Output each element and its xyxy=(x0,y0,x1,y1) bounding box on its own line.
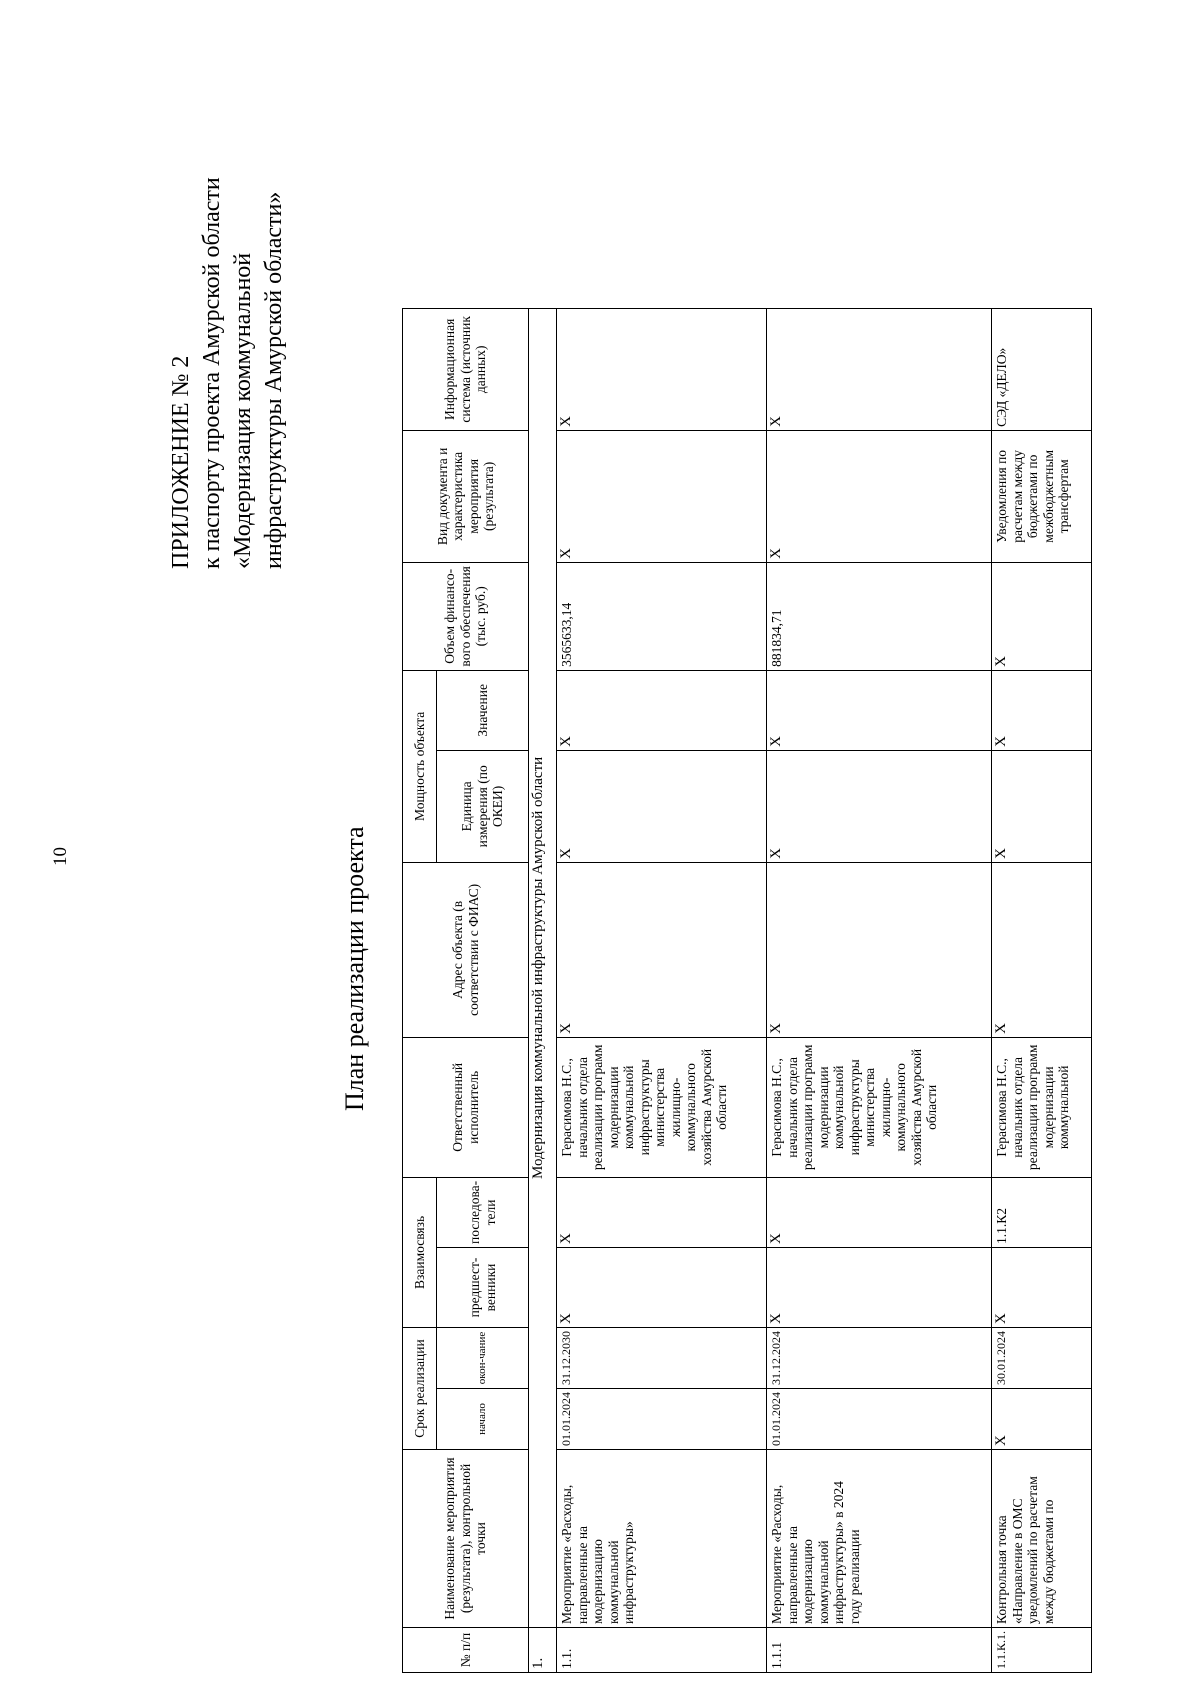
section-num: 1. xyxy=(529,1627,557,1672)
header-link-succ: последова-тели xyxy=(437,1177,529,1247)
header-term: Срок реализации xyxy=(403,1327,437,1449)
row-responsible: Герасимова Н.С., начальник отдела реализации программ модернизации коммунальной инфраструктуры министерства жилищно-коммунального хозяйства Амурской области xyxy=(767,1037,992,1177)
header-row-1 xyxy=(403,308,437,1672)
header-address: Адрес объекта (в соответствии с ФИАС) xyxy=(403,862,529,1037)
table-row xyxy=(992,308,1092,1672)
row-pred: X xyxy=(557,1247,767,1327)
row-num: 1.1.К.1. xyxy=(992,1627,1092,1672)
header-capacity: Мощность объекта xyxy=(403,670,437,862)
row-finance: 3565633,14 xyxy=(557,562,767,670)
header-cap-value: Значение xyxy=(437,670,529,750)
header-num: № п/п xyxy=(403,1627,529,1672)
table-row xyxy=(557,308,767,1672)
row-address: X xyxy=(992,862,1092,1037)
row-name: Мероприятие «Расходы, направленные на модернизацию коммунальной инфраструктуры» xyxy=(557,1449,767,1627)
row-doc: Уведомления по расчетам между бюджетами по межбюджетным трансфертам xyxy=(992,430,1092,562)
page-number: 10 xyxy=(50,847,71,866)
appendix-line-4: инфраструктуры Амурской области» xyxy=(261,191,287,569)
header-term-end: окон-чание xyxy=(437,1327,529,1388)
row-address: X xyxy=(557,862,767,1037)
table-row xyxy=(767,308,992,1672)
row-info: СЭД «ДЕЛО» xyxy=(992,308,1092,430)
header-responsible: Ответственный исполнитель xyxy=(403,1037,529,1177)
row-name: Контрольная точка «Направление в ОМС уведомлений по расчетам между бюджетами по xyxy=(992,1449,1092,1627)
row-responsible: Герасимова Н.С., начальник отдела реализации программ модернизации коммунальной инфраструктуры министерства жилищно-коммунального хозяйства Амурской области xyxy=(557,1037,767,1177)
row-end: 30.01.2024 xyxy=(992,1327,1092,1388)
row-responsible: Герасимова Н.С., начальник отдела реализации программ модернизации коммунальной xyxy=(992,1037,1092,1177)
header-link-pred: предшест-венники xyxy=(437,1247,529,1327)
row-finance: 881834,71 xyxy=(767,562,992,670)
row-start: X xyxy=(992,1388,1092,1449)
row-succ: 1.1.К2 xyxy=(992,1177,1092,1247)
row-info: X xyxy=(557,308,767,430)
row-doc: X xyxy=(767,430,992,562)
row-pred: X xyxy=(992,1247,1092,1327)
row-doc: X xyxy=(557,430,767,562)
appendix-line-2: к паспорту проекта Амурской области xyxy=(199,177,225,569)
row-succ: X xyxy=(557,1177,767,1247)
row-finance: X xyxy=(992,562,1092,670)
section-title: Модернизация коммунальной инфраструктуры Амурской области xyxy=(529,308,557,1627)
row-address: X xyxy=(767,862,992,1037)
plan-title: План реализации проекта xyxy=(340,826,369,1111)
row-pred: X xyxy=(767,1247,992,1327)
row-start: 01.01.2024 xyxy=(557,1388,767,1449)
plan-table xyxy=(402,308,1092,1673)
header-finance: Объем финансо-вого обеспечения (тыс. руб.) xyxy=(403,562,529,670)
section-row xyxy=(529,308,557,1672)
row-info: X xyxy=(767,308,992,430)
row-name: Мероприятие «Расходы, направленные на модернизацию коммунальной инфраструктуры» в 2024 году реализации xyxy=(767,1449,992,1627)
row-num: 1.1.1 xyxy=(767,1627,992,1672)
header-doc: Вид документа и характеристика мероприятия (результата) xyxy=(403,430,529,562)
row-start: 01.01.2024 xyxy=(767,1388,992,1449)
header-info: Информационная система (источник данных) xyxy=(403,308,529,430)
header-cap-unit: Единица измерения (по ОКЕИ) xyxy=(437,750,529,862)
header-name: Наименование мероприятия (результата), контрольной точки xyxy=(403,1449,529,1627)
row-end: 31.12.2030 xyxy=(557,1327,767,1388)
row-end: 31.12.2024 xyxy=(767,1327,992,1388)
row-unit: X xyxy=(992,750,1092,862)
row-unit: X xyxy=(557,750,767,862)
header-term-start: начало xyxy=(437,1388,529,1449)
row-succ: X xyxy=(767,1177,992,1247)
appendix-line-3: «Модернизация коммунальной xyxy=(230,252,256,569)
row-num: 1.1. xyxy=(557,1627,767,1672)
row-unit: X xyxy=(767,750,992,862)
appendix-line-1: ПРИЛОЖЕНИЕ № 2 xyxy=(168,355,194,569)
row-value: X xyxy=(767,670,992,750)
header-link: Взаимосвязь xyxy=(403,1177,437,1327)
row-value: X xyxy=(557,670,767,750)
appendix-header xyxy=(166,9,290,569)
row-value: X xyxy=(992,670,1092,750)
